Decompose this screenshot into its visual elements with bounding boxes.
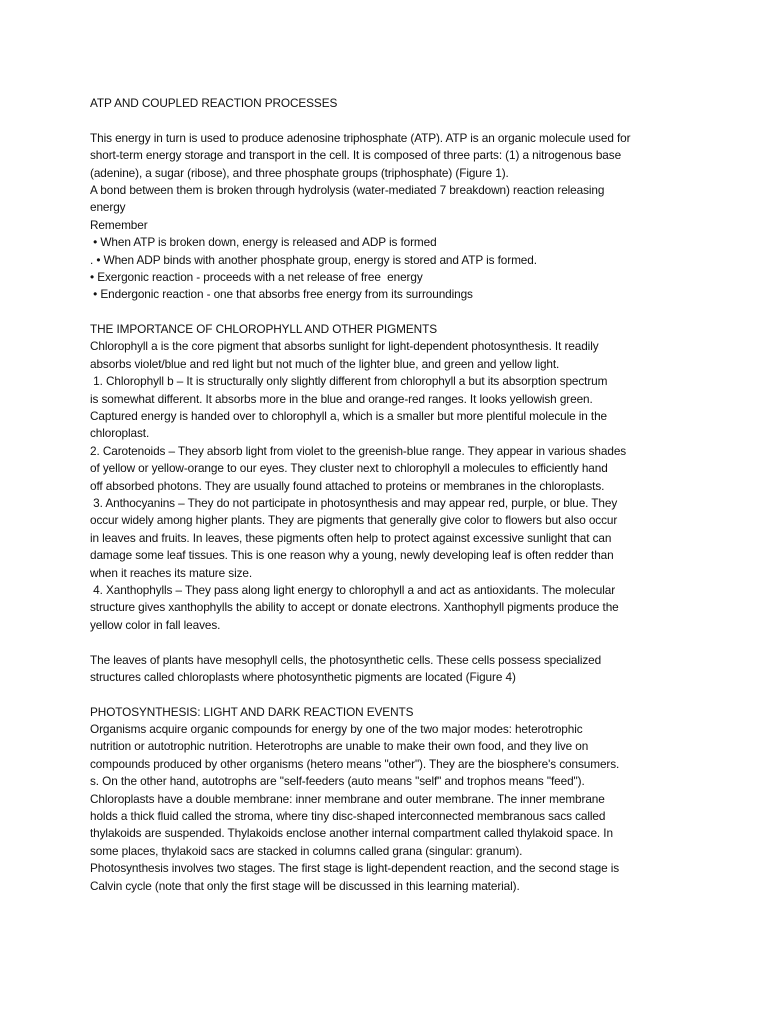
section-heading-atp: ATP AND COUPLED REACTION PROCESSES — [90, 96, 338, 110]
bullet-item: • Exergonic reaction - proceeds with a net release of free energy — [90, 269, 423, 284]
paragraph-line: structures called chloroplasts where photosynthetic pigments are located (Figure 4) — [90, 669, 516, 684]
bullet-item: • When ATP is broken down, energy is released and ADP is formed — [90, 235, 437, 250]
paragraph-line: structure gives xanthophylls the ability to accept or donate electrons. Xanthophyll pigments produce the — [90, 600, 619, 615]
paragraph-line: 3. Anthocyanins – They do not participate in photosynthesis and may appear red, purple, or blue. They — [90, 495, 618, 510]
paragraph-line: thylakoids are suspended. Thylakoids enclose another internal compartment called thylakoid space. In — [90, 826, 613, 841]
remember-label: Remember — [90, 217, 148, 232]
paragraph-line: The leaves of plants have mesophyll cells, the photosynthetic cells. These cells possess specialized — [90, 652, 602, 667]
paragraph-line: is somewhat different. It absorbs more in the blue and orange-red ranges. It looks yellowish green. — [90, 391, 593, 406]
paragraph-line: Photosynthesis involves two stages. The first stage is light-dependent reaction, and the second stage is — [90, 861, 620, 876]
paragraph-line: chloroplast. — [90, 426, 150, 441]
paragraph-line: some places, thylakoid sacs are stacked in columns called grana (singular: granum). — [90, 843, 523, 858]
document-body — [90, 95, 690, 895]
bullet-item: . • When ADP binds with another phosphate group, energy is stored and ATP is formed. — [90, 252, 537, 267]
paragraph-line: s. On the other hand, autotrophs are "self-feeders (auto means "self" and trophos means "feed"). — [90, 774, 585, 789]
paragraph-line: (adenine), a sugar (ribose), and three phosphate groups (triphosphate) (Figure 1). — [90, 165, 509, 180]
spacer — [90, 304, 690, 321]
paragraph-line: of yellow or yellow-orange to our eyes. They cluster next to chlorophyll a molecules to efficiently hand — [90, 461, 608, 476]
bullet-item: • Endergonic reaction - one that absorbs free energy from its surroundings — [90, 287, 473, 302]
paragraph-line: Captured energy is handed over to chlorophyll a, which is a smaller but more plentiful molecule in the — [90, 409, 608, 424]
section-heading-pigments: THE IMPORTANCE OF CHLOROPHYLL AND OTHER PIGMENTS — [90, 322, 437, 337]
paragraph-line: occur widely among higher plants. They are pigments that generally give color to flowers but also occur — [90, 513, 618, 528]
spacer — [90, 112, 690, 129]
paragraph-line: absorbs violet/blue and red light but not much of the lighter blue, and green and yellow light. — [90, 356, 560, 371]
paragraph-line: 4. Xanthophylls – They pass along light energy to chlorophyll a and act as antioxidants. The molecular — [90, 582, 616, 597]
paragraph-line: A bond between them is broken through hydrolysis (water-mediated 7 breakdown) reaction releasing — [90, 182, 605, 197]
paragraph-line: damage some leaf tissues. This is one reason why a young, newly developing leaf is often redder than — [90, 548, 614, 563]
paragraph-line: Chloroplasts have a double membrane: inner membrane and outer membrane. The inner membrane — [90, 791, 605, 806]
paragraph-line: 2. Carotenoids – They absorb light from violet to the greenish-blue range. They appear in various shades — [90, 443, 627, 458]
paragraph-line: short-term energy storage and transport in the cell. It is composed of three parts: (1) a nitrogenous base — [90, 148, 622, 163]
paragraph-line: yellow color in fall leaves. — [90, 617, 221, 632]
paragraph-line: Calvin cycle (note that only the first stage will be discussed in this learning material). — [90, 878, 520, 893]
paragraph-line: 1. Chlorophyll b – It is structurally only slightly different from chlorophyll a but its absorption spectrum — [90, 374, 608, 389]
paragraph-line: energy — [90, 200, 126, 215]
section-heading-photosynthesis: PHOTOSYNTHESIS: LIGHT AND DARK REACTION EVENTS — [90, 704, 414, 719]
paragraph-line: This energy in turn is used to produce adenosine triphosphate (ATP). ATP is an organic molecule used for — [90, 130, 631, 145]
spacer — [90, 686, 690, 703]
paragraph-line: Organisms acquire organic compounds for energy by one of the two major modes: heterotrophic — [90, 722, 583, 737]
paragraph-line: in leaves and fruits. In leaves, these pigments often help to protect against excessive sunlight that can — [90, 530, 612, 545]
paragraph-line: Chlorophyll a is the core pigment that absorbs sunlight for light-dependent photosynthesis. It readily — [90, 339, 599, 354]
paragraph-line: when it reaches its mature size. — [90, 565, 253, 580]
paragraph-line: nutrition or autotrophic nutrition. Heterotrophs are unable to make their own food, and they live on — [90, 739, 589, 754]
paragraph-line: off absorbed photons. They are usually found attached to proteins or membranes in the chloroplasts. — [90, 478, 605, 493]
paragraph-line: compounds produced by other organisms (hetero means "other"). They are the biosphere's consumers. — [90, 756, 620, 771]
spacer — [90, 634, 690, 651]
paragraph-line: holds a thick fluid called the stroma, where tiny disc-shaped interconnected membranous sacs called — [90, 809, 606, 824]
